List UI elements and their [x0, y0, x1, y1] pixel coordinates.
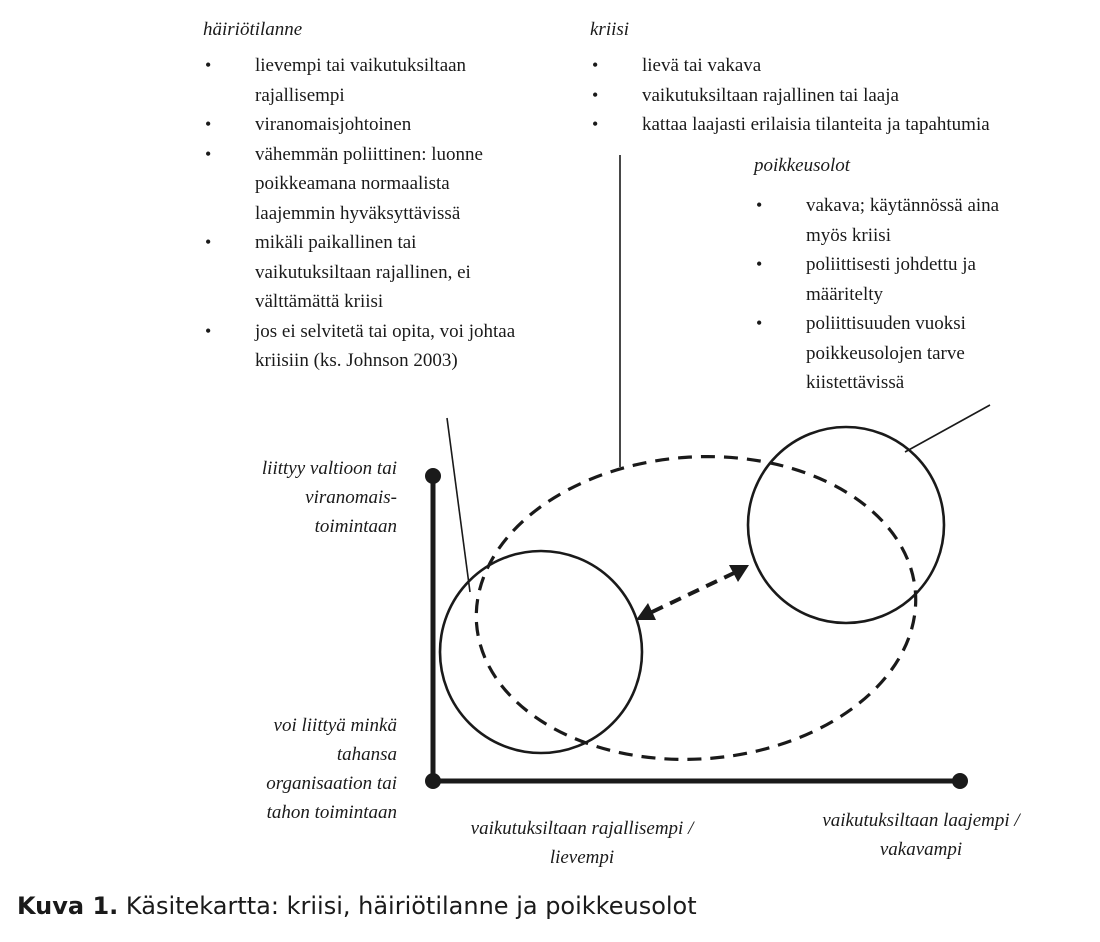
- list-item: • lievä tai vakava: [590, 51, 1070, 81]
- hairiotilanne-list: [203, 51, 583, 376]
- list-item: • viranomaisjohtoinen: [203, 110, 583, 140]
- list-item: • vakava; käytännössä aina myös kriisi: [754, 191, 1054, 250]
- poikkeusolot-heading: poikkeusolot: [754, 155, 851, 176]
- x-axis-right-label: vaikutuksiltaan laajempi / vakavampi: [822, 810, 1020, 860]
- leader-line-poikkeusolot: [905, 405, 990, 452]
- list-item: • vaikutuksiltaan rajallinen tai laaja: [590, 81, 1070, 111]
- poikkeusolot-list: [754, 191, 1054, 398]
- hairiotilanne-heading: häiriötilanne: [203, 19, 303, 40]
- leader-line-hairiotilanne: [447, 418, 470, 592]
- list-item: • jos ei selvitetä tai opita, voi johtaa kriisiin (ks. Johnson 2003): [203, 317, 583, 376]
- kriisi-ellipse: [466, 442, 926, 774]
- x-axis-end-dot: [952, 773, 968, 789]
- list-item: • kattaa laajasti erilaisia tilanteita ja tapahtumia: [590, 110, 1070, 140]
- poikkeusolot-block: [754, 154, 1054, 398]
- y-axis-top-label: liittyy valtioon tai viranomais- toimintaan: [261, 458, 397, 537]
- figure-caption: [17, 890, 697, 922]
- list-item: • poliittisuuden vuoksi poikkeusolojen tarve kiistettävissä: [754, 309, 1054, 398]
- list-item: • lievempi tai vaikutuksiltaan rajallisempi: [203, 51, 583, 110]
- y-axis-bottom-label: voi liittyä minkä tahansa organisaation tai tahon toimintaan: [266, 715, 397, 823]
- x-axis-left-label: vaikutuksiltaan rajallisempi / lievempi: [470, 818, 694, 868]
- caption-label: Kuva 1.: [17, 892, 119, 920]
- kriisi-block: [590, 18, 1070, 140]
- relation-arrow: [652, 573, 734, 612]
- poikkeusolot-circle: [748, 427, 944, 623]
- y-axis-end-dot: [425, 468, 441, 484]
- caption-text: Käsitekartta: kriisi, häiriötilanne ja poikkeusolot: [125, 892, 697, 920]
- hairiotilanne-block: [203, 18, 583, 376]
- list-item: • poliittisesti johdettu ja määritelty: [754, 250, 1054, 309]
- list-item: • vähemmän poliittinen: luonne poikkeamana normaalista laajemmin hyväksyttävissä: [203, 140, 583, 229]
- kriisi-heading: kriisi: [590, 19, 630, 40]
- list-item: • mikäli paikallinen tai vaikutuksiltaan rajallinen, ei välttämättä kriisi: [203, 228, 583, 317]
- kriisi-list: [590, 51, 1070, 140]
- origin-dot: [425, 773, 441, 789]
